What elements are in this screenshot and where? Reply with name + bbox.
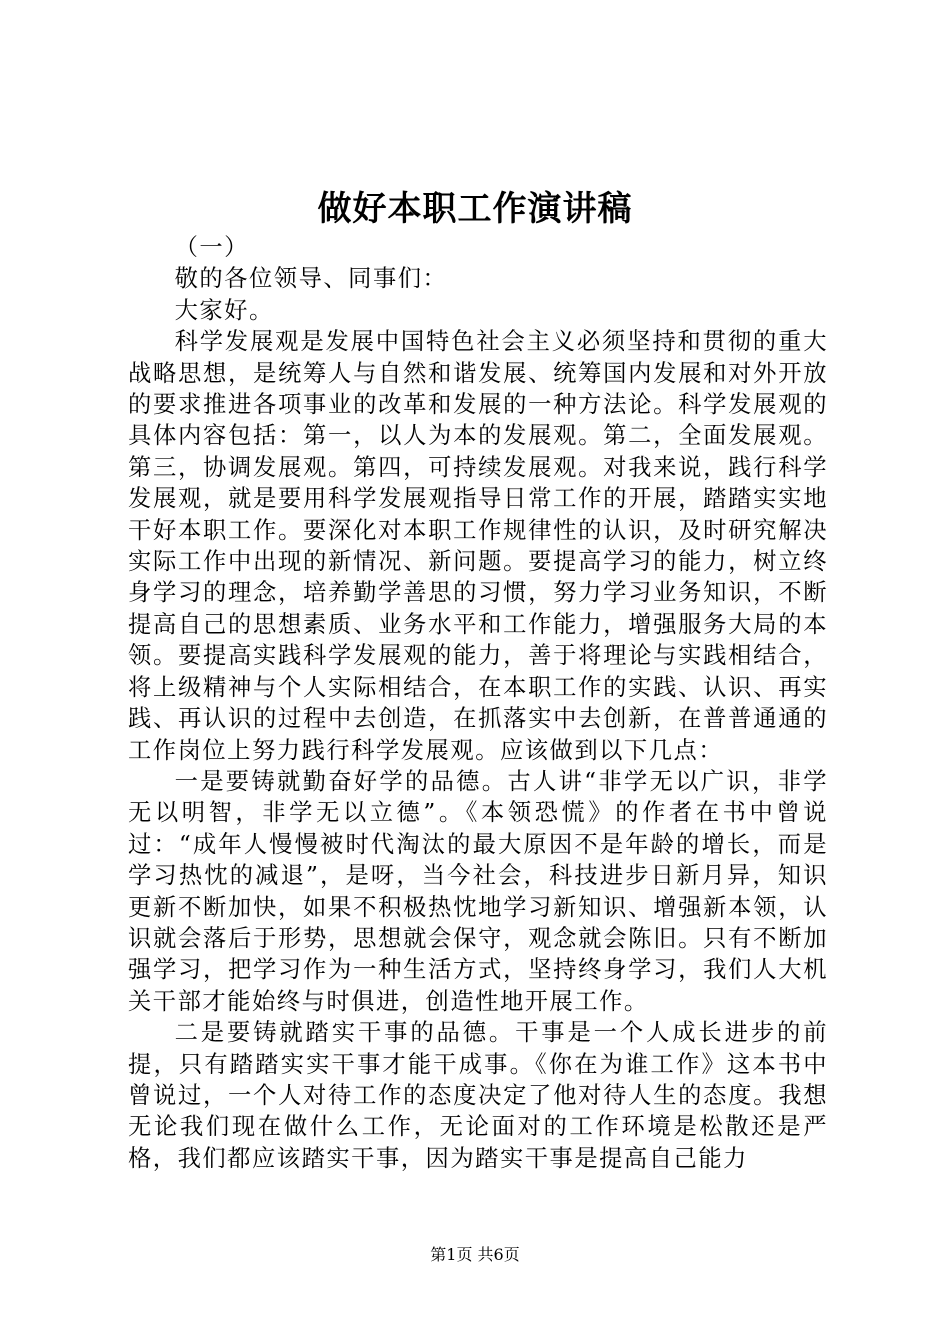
paragraph-hello: 大家好。: [174, 296, 274, 324]
paragraph-section-number: （一）: [174, 234, 249, 261]
paragraph-point-one: 一是要铸就勤奋好学的品德。古人讲“非学无以广识，非学无以明智，非学无以立德”。《本领恐慌》的作者在书中曾说过：“成年人慢慢被时代淘汰的最大原因不是年龄的增长，而是学习热忱的减退”，是呀，当今社会，科技进步日新月异，知识更新不断加快，如果不积极热忱地学习新知识、增强新本领，认识就会落后于形势，思想就会保守，观念就会陈旧。只有不断加强学习，把学习作为一种生活方式，坚持终身学习，我们人大机关干部才能始终与时俱进，创造性地开展工作。: [128, 767, 828, 1015]
page-footer: 第1页 共6页: [430, 1245, 520, 1264]
paragraph-point-two: 二是要铸就踏实干事的品德。干事是一个人成长进步的前提，只有踏踏实实干事才能干成事。《你在为谁工作》这本书中曾说过，一个人对待工作的态度决定了他对待人生的态度。我想无论我们现在做什么工作，无论面对的工作环境是松散还是严格，我们都应该踏实干事，因为踏实干事是提高自己能力: [128, 1019, 828, 1172]
document-title: 做好本职工作演讲稿: [317, 189, 633, 229]
document-body: [128, 232, 828, 1174]
paragraph-main: 科学发展观是发展中国特色社会主义必须坚持和贯彻的重大战略思想，是统筹人与自然和谐发展、统筹国内发展和对外开放的要求推进各项事业的改革和发展的一种方法论。科学发展观的具体内容包括：第一，以人为本的发展观。第二，全面发展观。第三，协调发展观。第四，可持续发展观。对我来说，践行科学发展观，就是要用科学发展观指导日常工作的开展，踏踏实实地干好本职工作。要深化对本职工作规律性的认识，及时研究解决实际工作中出现的新情况、新问题。要提高学习的能力，树立终身学习的理念，培养勤学善思的习惯，努力学习业务知识，不断提高自己的思想素质、业务水平和工作能力，增强服务大局的本领。要提高实践科学发展观的能力，善于将理论与实践相结合，将上级精神与个人实际相结合，在本职工作的实践、认识、再实践、再认识的过程中去创造，在抓落实中去创新，在普普通通的工作岗位上努力践行科学发展观。应该做到以下几点：: [128, 328, 828, 764]
paragraph-greeting: 敬的各位领导、同事们：: [174, 265, 448, 293]
